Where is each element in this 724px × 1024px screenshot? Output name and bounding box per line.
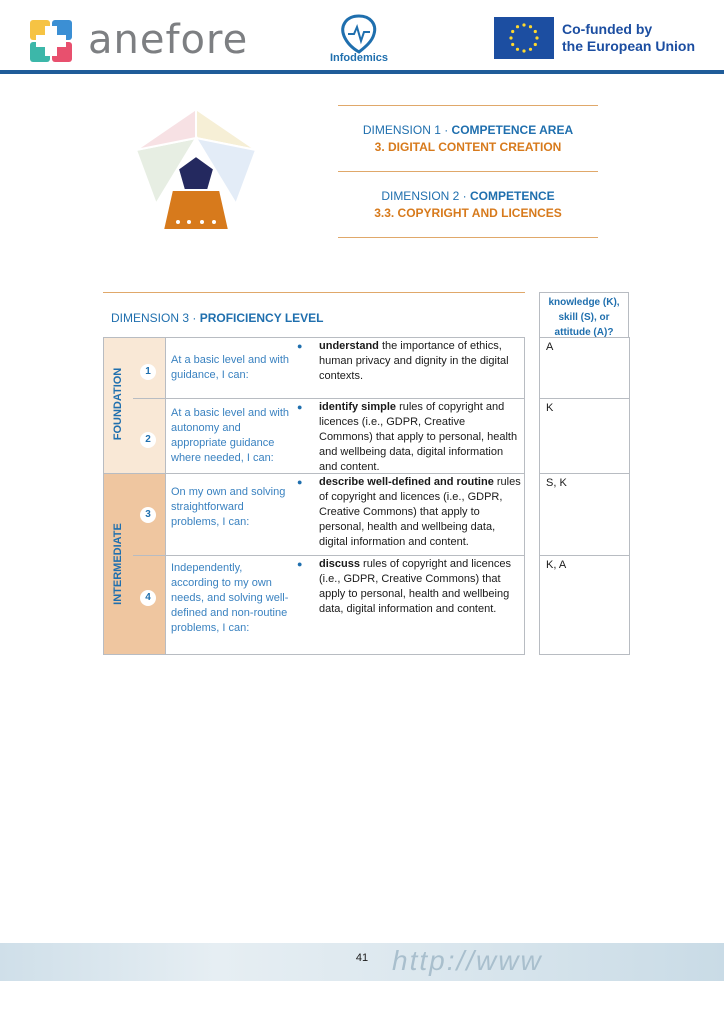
- ksa-value: K: [546, 402, 554, 414]
- ksa-header-line: skill (S), or: [558, 312, 610, 323]
- header-rule: [0, 70, 724, 74]
- proficiency-title: [111, 311, 323, 325]
- level-condition: Independently, according to my own needs, and solving well-defined and non-routine problems, I can:: [171, 562, 289, 634]
- dimension-2-label: COMPETENCE: [470, 189, 555, 203]
- dimension-1-prefix: DIMENSION 1 ·: [362, 123, 452, 137]
- row-divider: [540, 398, 629, 399]
- bullet-icon: ●: [297, 341, 303, 351]
- level-condition: At a basic level and with guidance, I can:: [171, 354, 290, 381]
- column-divider: [165, 338, 166, 654]
- footer-decor-text: http://www: [392, 945, 543, 976]
- level-description: [319, 475, 521, 550]
- eu-label-line1: Co-funded by: [562, 21, 653, 37]
- level-description: [319, 339, 521, 384]
- row-divider: [540, 555, 629, 556]
- eu-label-line2: the European Union: [562, 38, 695, 54]
- bullet-icon: ●: [297, 477, 303, 487]
- level-number: 2: [140, 432, 156, 448]
- level-description: [319, 400, 521, 475]
- bullet-icon: ●: [297, 559, 303, 569]
- ksa-value: S, K: [546, 477, 567, 489]
- project-name: Infodemics: [329, 52, 389, 64]
- dimension-divider: [338, 171, 598, 172]
- dimension-2-prefix: DIMENSION 2 ·: [381, 189, 470, 203]
- dimension-divider: [338, 237, 598, 238]
- ksa-header: [539, 292, 629, 337]
- level-description: [319, 557, 521, 617]
- eu-flag-icon: [494, 17, 554, 59]
- dimension-1-label: COMPETENCE AREA: [451, 123, 574, 137]
- anefore-logo: [30, 20, 72, 62]
- ksa-value: K, A: [546, 559, 567, 571]
- level-verb: identify simple: [319, 401, 397, 413]
- page-number: 41: [355, 952, 369, 964]
- bullet-icon: ●: [297, 402, 303, 412]
- level-number: 1: [140, 364, 156, 380]
- level-detail: rules of copyright and licences (i.e., GDPR, Creative Commons) that apply to personal, health and wellbeing data, digital information and content.: [319, 476, 521, 548]
- dimension-1-value: 3. DIGITAL CONTENT CREATION: [374, 140, 562, 154]
- eu-cofunded-label: [562, 21, 695, 55]
- row-divider: [133, 555, 524, 556]
- band-label-intermediate: INTERMEDIATE: [112, 523, 124, 605]
- dimension-divider: [338, 105, 598, 106]
- ksa-header-line: attitude (A)?: [554, 327, 614, 338]
- row-divider: [133, 398, 524, 399]
- level-detail: the importance of ethics, human privacy and dignity in the digital contexts.: [319, 340, 509, 382]
- level-number: 3: [140, 507, 156, 523]
- level-verb: discuss: [319, 558, 360, 570]
- level-verb: describe well-defined and routine: [319, 476, 494, 488]
- ksa-value: A: [546, 341, 554, 353]
- proficiency-title-label: PROFICIENCY LEVEL: [199, 311, 324, 325]
- band-label-foundation: FOUNDATION: [112, 367, 124, 441]
- brand-name: anefore: [88, 17, 249, 63]
- level-condition: At a basic level and with autonomy and appropriate guidance where needed, I can:: [171, 407, 290, 464]
- proficiency-title-prefix: DIMENSION 3 ·: [111, 311, 200, 325]
- level-number: 4: [140, 590, 156, 606]
- dimension-2-value: 3.3. COPYRIGHT AND LICENCES: [374, 206, 562, 220]
- proficiency-divider: [103, 292, 525, 293]
- dimension-1: [338, 122, 598, 156]
- row-divider: [540, 473, 629, 474]
- dimension-2: [338, 188, 598, 222]
- level-condition: On my own and solving straightforward problems, I can:: [171, 486, 286, 528]
- competence-pentagon-graphic: [128, 104, 264, 234]
- level-detail: rules of copyright and licences (i.e., GDPR, Creative Commons) that apply to personal, health and wellbeing data, digital information and content.: [319, 558, 511, 615]
- ksa-header-line: knowledge (K),: [548, 297, 620, 308]
- ksa-column: [539, 337, 630, 655]
- level-verb: understand: [319, 340, 379, 352]
- level-detail: rules of copyright and licences (i.e., GDPR, Creative Commons) that apply to personal, health and wellbeing data, digital information and content.: [319, 401, 518, 473]
